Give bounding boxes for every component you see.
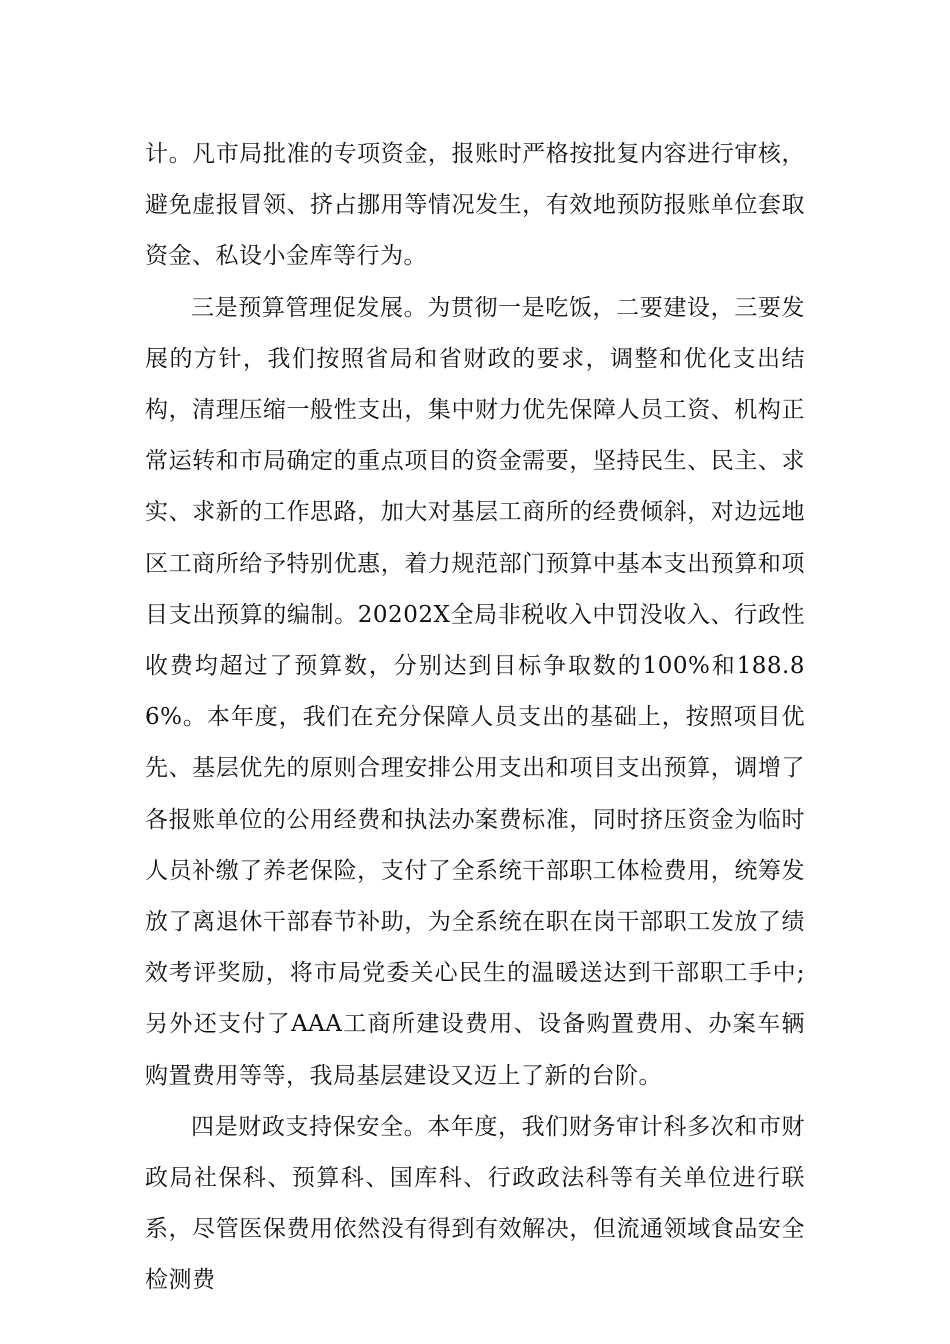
paragraph-3: 四是财政支持保安全。本年度，我们财务审计科多次和市财政局社保科、预算科、国库科、行政政法科等有关单位进行联系，尽管医保费用依然没有得到有效解决，但流通领域食品安全检测费 [145, 1113, 805, 1294]
document-body [145, 129, 805, 1307]
paragraph-2: 三是预算管理促发展。为贯彻一是吃饭，二要建设，三要发展的方针，我们按照省局和省财政的要求，调整和优化支出结构，清理压缩一般性支出，集中财力优先保障人员工资、机构正常运转和市局确定的重点项目的资金需要，坚持民生、民主、求实、求新的工作思路，加大对基层工商所的经费倾斜，对边远地区工商所给予特别优惠，着力规范部门预算中基本支出预算和项目支出预算的编制。20202X全局非税收入中罚没收入、行政性收费均超过了预算数，分别达到目标争取数的100%和188.86%。本年度，我们在充分保障人员支出的基础上，按照项目优先、基层优先的原则合理安排公用支出和项目支出预算，调增了各报账单位的公用经费和执法办案费标准，同时挤压资金为临时人员补缴了养老保险，支付了全系统干部职工体检费用，统筹发放了离退休干部春节补助，为全系统在职在岗干部职工发放了绩效考评奖励，将市局党委关心民生的温暖送达到干部职工手中;另外还支付了AAA工商所建设费用、设备购置费用、办案车辆购置费用等等，我局基层建设又迈上了新的台阶。 [145, 294, 805, 1089]
paragraph-1: 计。凡市局批准的专项资金，报账时严格按批复内容进行审核，避免虚报冒领、挤占挪用等情况发生，有效地预防报账单位套取资金、私设小金库等行为。 [145, 141, 805, 270]
